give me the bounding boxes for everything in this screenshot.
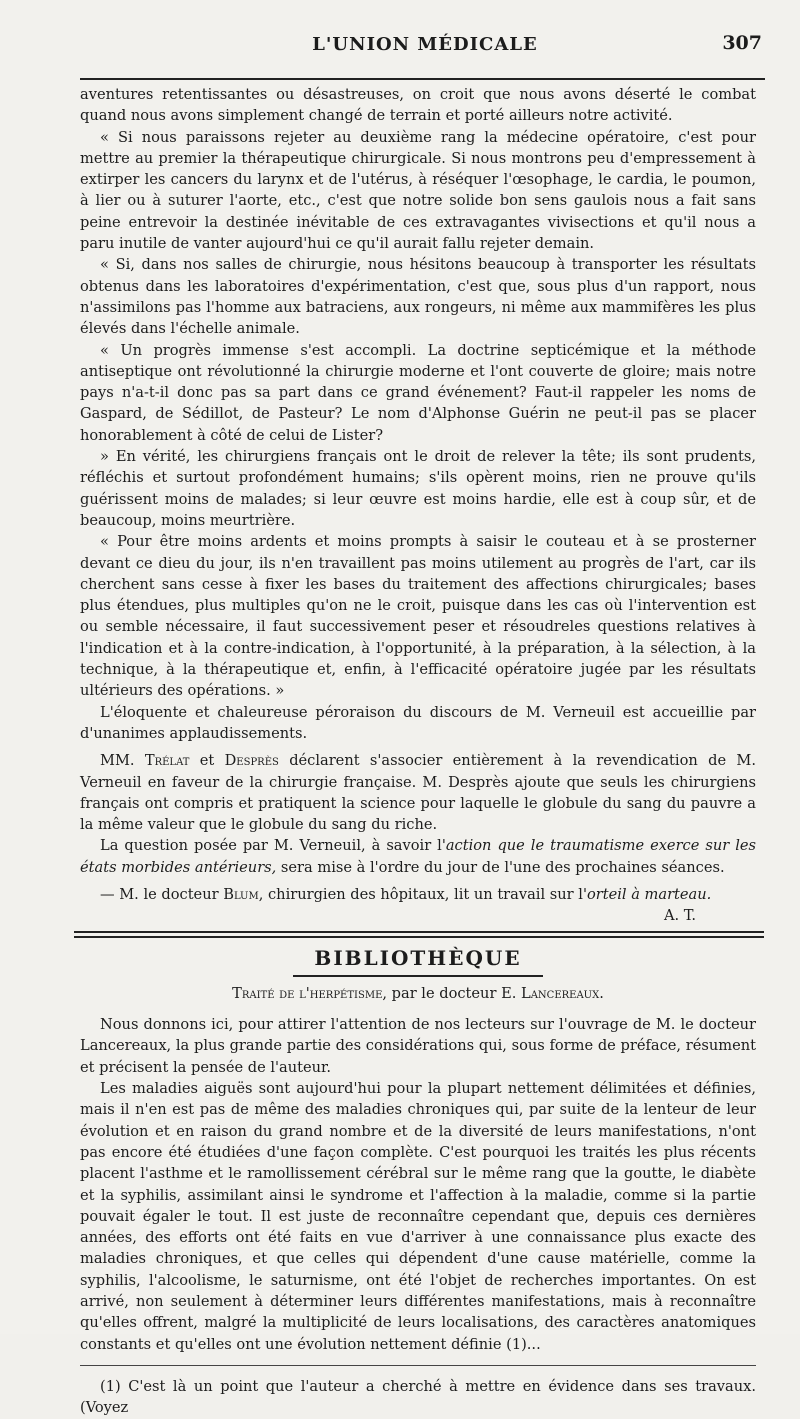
footnote: (1) C'est là un point que l'auteur a cherché à mettre en évidence dans ses travaux. (Voyez [80, 1377, 756, 1417]
text: déclarent s'associer entièrement à la revendication de M. Verneuil en faveur de la chirurgie française. M. Desprès ajoute que seuls les chirurgiens français ont compris et pratiquent la science pour laquelle le globule du sang du pauvre a la même valeur que le globule du sang du riche. [80, 752, 756, 834]
name-despres: Desprès [224, 752, 279, 770]
running-title: L'UNION MÉDICALE [312, 34, 538, 55]
book-author: Lancereaux. [521, 984, 604, 1002]
paragraph: « Si nous paraissons rejeter au deuxième rang la médecine opératoire, c'est pour mettre au premier la thérapeutique chirurgicale. Si nous montrons peu d'empressement à extirper les cancers du larynx et de l'utérus, à réséquer l'œsophage, le cardia, le poumon, à lier ou à suturer l'aorte, etc., c'est que notre solide bon sens gaulois nous a fait sans peine entrevoir la destinée inévitable de ces extravagantes vivisections et qu'il nous a paru inutile de vanter aujourd'hui ce qu'il aurait fallu rejeter demain. [80, 128, 756, 253]
paragraph-trelat [80, 750, 756, 835]
italic-text: action que le traumatisme exerce sur les états morbides antérieurs, [80, 837, 756, 876]
paragraph: » En vérité, les chirurgiens français ont le droit de relever la tête; ils sont prudents, réfléchis et surtout profondément humains; s'ils opèrent moins, rien ne prouve qu'ils guérissent moins de malades; si leur œuvre est moins hardie, elle est à coup sûr, et de beaucoup, moins meurtrière. [80, 448, 756, 529]
text: , par le docteur E. [382, 984, 522, 1002]
book-title: Traité de l'herpétisme [232, 984, 383, 1002]
page-number: 307 [722, 32, 762, 54]
name-blum: Blum [223, 885, 259, 903]
paragraph-blum [80, 884, 756, 905]
signature: A. T. [663, 907, 696, 925]
paragraph: L'éloquente et chaleureuse péroraison du discours de M. Verneuil est accueillie par d'unanimes applaudissements. [80, 703, 756, 742]
title-rule [293, 975, 543, 977]
footnote-rule [80, 1365, 756, 1366]
article-body [80, 84, 756, 1419]
book-reference [80, 983, 756, 1004]
paragraph: Les maladies aiguës sont aujourd'hui pour la plupart nettement délimitées et définies, mais il n'en est pas de même des maladies chroniques qui, par suite de la lenteur de leur évolution et en raison du grand nombre et de la diversité de leurs manifestations, n'ont pas encore été étudiées d'une façon complète. C'est pourquoi les traités les plus récents placent l'asthme et le ramollissement cérébral sur le même rang que la goutte, le diabète et la syphilis, assimilant ainsi le syndrome et l'affection à la maladie, comme si la partie pouvait égaler le tout. Il est juste de reconnaître cependant que, depuis ces dernières années, des efforts ont été faits en vue d'arriver à une connaissance plus exacte des maladies chroniques, et que celles qui dépendent d'une cause matérielle, comme la syphilis, l'alcoolisme, le saturnisme, ont été l'objet de recherches importantes. On est arrivé, non seulement à déterminer leurs différentes manifestations, mais à reconnaître qu'elles offrent, malgré la multiplicité de leurs localisations, des caractères anatomiques constants et qu'elles ont une évolution nettement définie (1)... [80, 1080, 756, 1353]
section-title: BIBLIOTHÈQUE [314, 945, 522, 970]
text: , chirurgien des hôpitaux, lit un travail sur l' [258, 885, 587, 903]
paragraph-question [80, 835, 756, 878]
name-trelat: Trélat [144, 752, 190, 770]
text: et [189, 752, 225, 770]
paragraph: Nous donnons ici, pour attirer l'attention de nos lecteurs sur l'ouvrage de M. le docteur Lancereaux, la plus grande partie des considérations qui, sous forme de préface, résument et précisent la pensée de l'auteur. [80, 1016, 756, 1076]
text: La question posée par M. Verneuil, à savoir l' [100, 837, 446, 855]
header-rule [80, 78, 765, 80]
page-header [80, 34, 770, 64]
italic-text: orteil à marteau. [586, 885, 712, 903]
text: — M. le docteur [100, 885, 224, 903]
text: sera mise à l'ordre du jour de l'une des prochaines séances. [276, 858, 725, 876]
paragraph: aventures retentissantes ou désastreuses, on croit que nous avons déserté le combat quand nous avons simplement changé de terrain et porté ailleurs notre activité. [80, 86, 756, 125]
paragraph: « Un progrès immense s'est accompli. La doctrine septicémique et la méthode antiseptique ont révolutionné la chirurgie moderne et l'ont couverte de gloire; mais notre pays n'a-t-il donc pas sa part dans ce grand événement? Faut-il rappeler les noms de Gaspard, de Sédillot, de Pasteur? Le nom d'Alphonse Guérin ne peut-il pas se placer honorablement à côté de celui de Lister? [80, 341, 756, 444]
paragraph: « Si, dans nos salles de chirurgie, nous hésitons beaucoup à transporter les résultats obtenus dans les laboratoires d'expérimentation, c'est que, sous plus d'un rapport, nous n'assimilons pas l'homme aux batraciens, aux rongeurs, ni même aux mammifères les plus élevés dans l'échelle animale. [80, 256, 756, 338]
paragraph: « Pour être moins ardents et moins prompts à saisir le couteau et à se prosterner devant ce dieu du jour, ils n'en travaillent pas moins utilement au progrès de l'art, car ils cherchent sans cesse à fixer les bases du traitement des affections chirurgicales; bases plus étendues, plus multiples qu'on ne le croit, puisque dans les cas où l'intervention est ou semble nécessaire, il faut successivement peser et résoudreles questions relatives à l'indication et à la contre-indication, à l'opportunité, à la préparation, à la sélection, à la technique, à la thérapeutique et, enfin, à l'efficacité opératoire jugée par les résultats ultérieurs des opérations. » [80, 533, 756, 700]
text: MM. [100, 752, 145, 770]
section-divider [74, 931, 764, 938]
